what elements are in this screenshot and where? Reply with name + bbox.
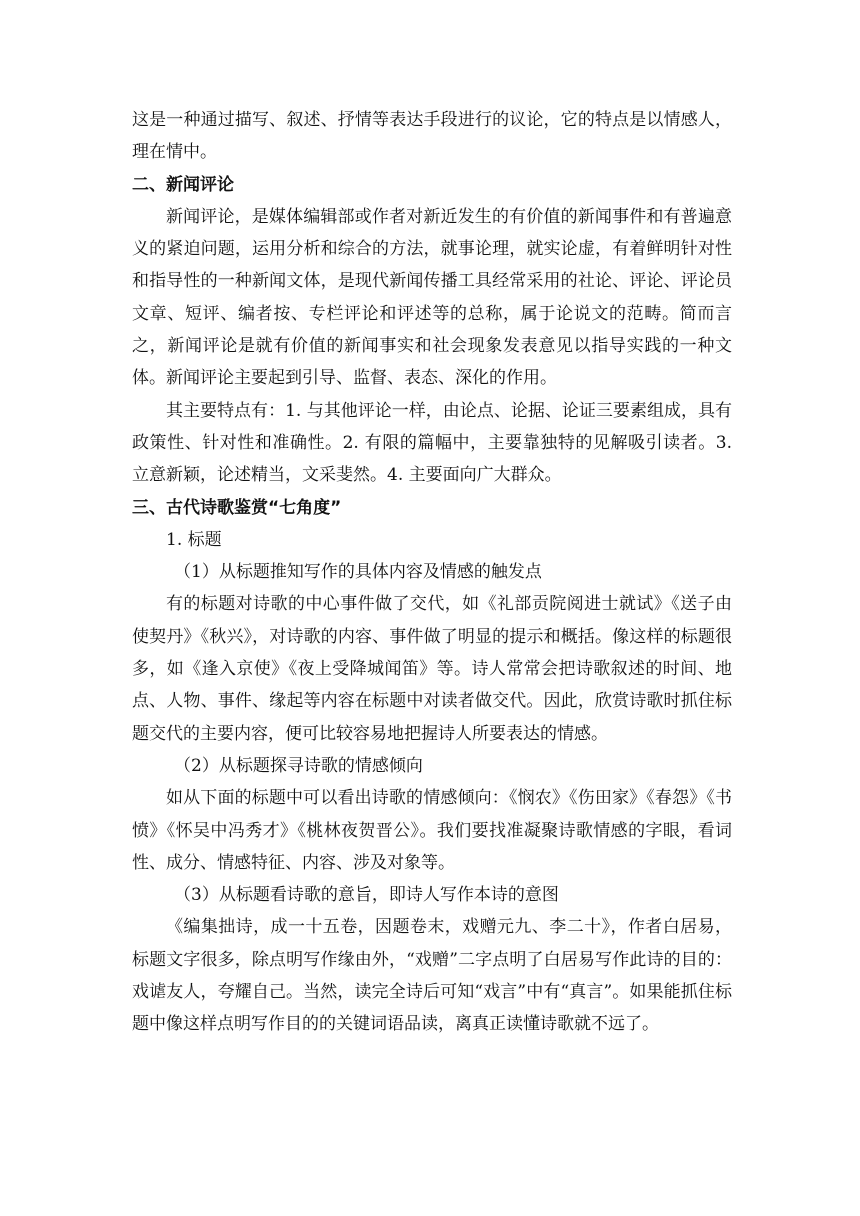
paragraph-lyrical-argument: 这是一种通过描写、叙述、抒情等表达手段进行的议论，它的特点是以情感人，理在情中。 — [132, 110, 732, 163]
paragraph-title-intent: 《编集拙诗，成一十五卷，因题卷末，戏赠元九、李二十》，作者白居易，标题文字很多，除点明写作缘由外，“戏赠”二字点明了白居易写作此诗的目的：戏谑友人，夸耀自己。当然，读完全诗后可知“戏言”中有“真言”。如果能抓住标题中像这样点明写作目的的关键词语品读，离真正读懂诗歌就不远了。 — [132, 917, 732, 1035]
subheading-title-emotion: （2）从标题探寻诗歌的情感倾向 — [174, 755, 423, 776]
heading-poetry-appreciation: 三、古代诗歌鉴赏“七角度” — [132, 497, 342, 518]
paragraph-title-emotion: 如从下面的标题中可以看出诗歌的情感倾向：《悯农》《伤田家》《春怨》《书愤》《怀吴中冯秀才》《桃林夜贺晋公》。我们要找准凝聚诗歌情感的字眼，看词性、成分、情感特征、内容、涉及对象等。 — [132, 788, 732, 873]
subheading-title: 1. 标题 — [166, 529, 222, 550]
heading-news-commentary: 二、新闻评论 — [132, 174, 234, 195]
subheading-title-intent: （3）从标题看诗歌的意旨，即诗人写作本诗的意图 — [174, 885, 559, 906]
subheading-title-content: （1）从标题推知写作的具体内容及情感的触发点 — [174, 562, 542, 583]
paragraph-news-commentary-definition: 新闻评论，是媒体编辑部或作者对新近发生的有价值的新闻事件和有普遍意义的紧迫问题，运用分析和综合的方法，就事论理，就实论虚，有着鲜明针对性和指导性的一种新闻文体，是现代新闻传播工具经常采用的社论、评论、评论员文章、短评、编者按、专栏评论和评述等的总称，属于论说文的范畴。简而言之，新闻评论是就有价值的新闻事实和社会现象发表意见以指导实践的一种文体。新闻评论主要起到引导、监督、表态、深化的作用。 — [132, 206, 732, 389]
paragraph-title-content: 有的标题对诗歌的中心事件做了交代，如《礼部贡院阅进士就试》《送子由使契丹》《秋兴》，对诗歌的内容、事件做了明显的提示和概括。像这样的标题很多，如《逢入京使》《夜上受降城闻笛》等。诗人常常会把诗歌叙述的时间、地点、人物、事件、缘起等内容在标题中对读者做交代。因此，欣赏诗歌时抓住标题交代的主要内容，便可比较容易地把握诗人所要表达的情感。 — [132, 594, 732, 744]
paragraph-news-commentary-features: 其主要特点有：1. 与其他评论一样，由论点、论据、论证三要素组成，具有政策性、针对性和准确性。2. 有限的篇幅中，主要靠独特的见解吸引读者。3. 立意新颖，论述精当，文采斐然。4. 主要面向广大群众。 — [132, 400, 732, 486]
document-page — [132, 104, 732, 1041]
